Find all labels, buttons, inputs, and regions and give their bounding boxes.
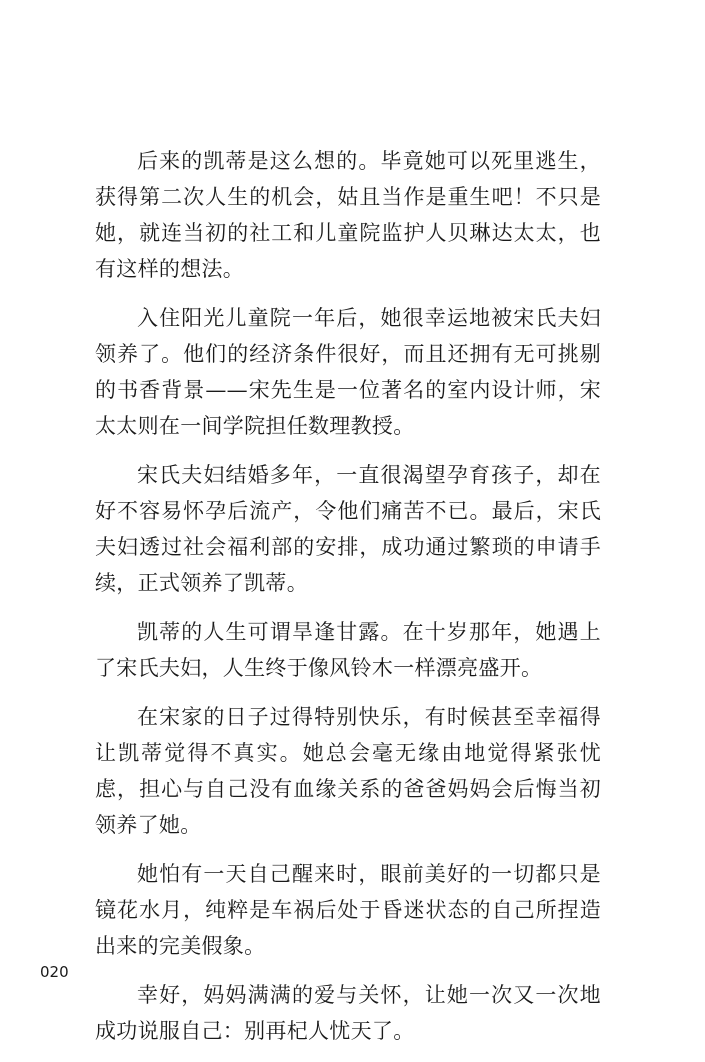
paragraph: 凯蒂的人生可谓旱逢甘露。在十岁那年，她遇上了宋氏夫妇，人生终于像风铃木一样漂亮盛开。 <box>95 620 601 680</box>
paragraph: 宋氏夫妇结婚多年，一直很渴望孕育孩子，却在好不容易怀孕后流产，令他们痛苦不已。最后，宋氏夫妇透过社会福利部的安排，成功通过繁琐的申请手续，正式领养了凯蒂。 <box>95 463 601 595</box>
paragraph: 入住阳光儿童院一年后，她很幸运地被宋氏夫妇领养了。他们的经济条件很好，而且还拥有无可挑剔的书香背景——宋先生是一位著名的室内设计师，宋太太则在一间学院担任数理教授。 <box>95 306 601 438</box>
paragraph: 幸好，妈妈满满的爱与关怀，让她一次又一次地成功说服自己：别再杞人忧天了。 <box>95 983 601 1043</box>
page-number: 020 <box>40 963 69 981</box>
body-text <box>95 143 601 1062</box>
paragraph: 后来的凯蒂是这么想的。毕竟她可以死里逃生，获得第二次人生的机会，姑且当作是重生吧！不只是她，就连当初的社工和儿童院监护人贝琳达太太，也有这样的想法。 <box>95 149 601 281</box>
paragraph: 她怕有一天自己醒来时，眼前美好的一切都只是镜花水月，纯粹是车祸后处于昏迷状态的自己所捏造出来的完美假象。 <box>95 862 601 958</box>
paragraph: 在宋家的日子过得特别快乐，有时候甚至幸福得让凯蒂觉得不真实。她总会毫无缘由地觉得紧张忧虑，担心与自己没有血缘关系的爸爸妈妈会后悔当初领养了她。 <box>95 705 601 837</box>
